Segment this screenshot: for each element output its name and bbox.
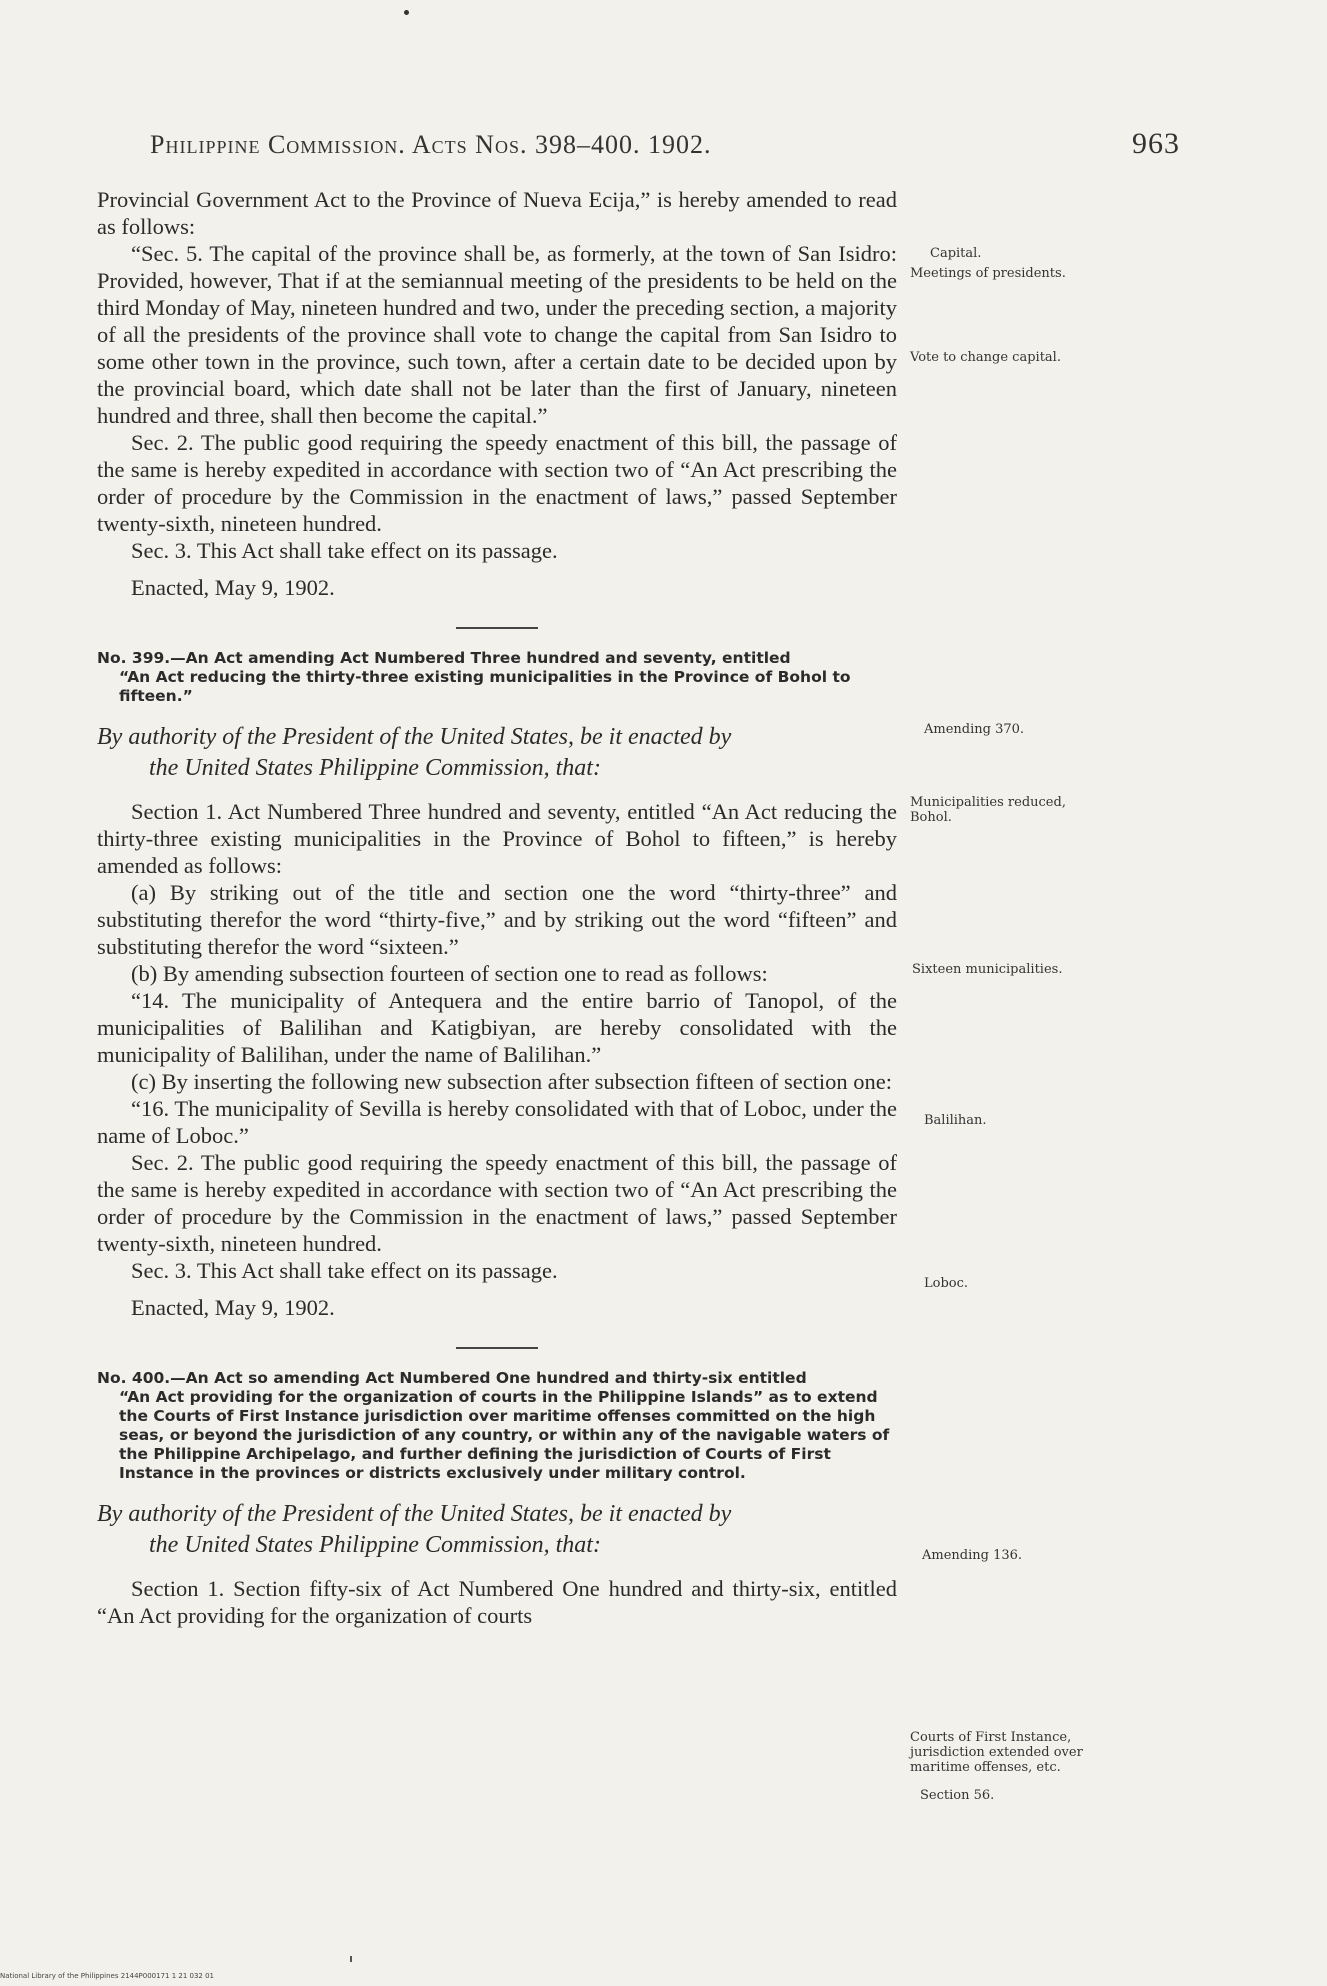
margin-note-loboc: Loboc. xyxy=(924,1276,969,1291)
act399-enacted: Enacted, May 9, 1902. xyxy=(131,1295,335,1320)
act400-title xyxy=(97,1369,897,1483)
margin-note-balilihan: Balilihan. xyxy=(924,1113,987,1128)
act399-authority-line2: the United States Philippine Commission, that: xyxy=(149,755,601,781)
margin-note-amending-370: Amending 370. xyxy=(924,722,1025,737)
act400-enacting-clause xyxy=(97,1499,897,1561)
act400-title-rest: “An Act providing for the organization of courts in the Philippine Islands” as to extend the Courts of First Instance jurisdiction over maritime offenses committed on the high seas, or beyond the jurisdiction of any country, or within any of the navigable waters of the Philippine Archipelago, and further defining the jurisdiction of Courts of First Instance in the provinces or districts exclusively under military control. xyxy=(119,1388,890,1482)
margin-note-municipalities: Municipalities reduced, Bohol. xyxy=(910,795,1066,825)
act399-section1: Section 1. Act Numbered Three hundred and seventy, entitled “An Act reducing the thirty-three existing municipalities in the Province of Bohol to fifteen,” is hereby amended as follows: xyxy=(97,799,897,878)
spacer xyxy=(97,1561,897,1575)
scan-footer: National Library of the Philippines 2144P000171 1 21 032 01 xyxy=(0,1972,215,1980)
act399-subsection-14: “14. The municipality of Antequera and the entire barrio of Tanopol, of the municipalities of Balilihan and Katigbiyan, are hereby consolidated with the municipality of Balilihan, under the name of Balilihan.” xyxy=(97,988,897,1067)
margin-note-vote: Vote to change capital. xyxy=(910,350,1061,365)
act399-authority-line1: By authority of the President of the United States, be it enacted by xyxy=(97,724,732,750)
act398-sec2: Sec. 2. The public good requiring the speedy enactment of this bill, the passage of the same is hereby expedited in accordance with section two of “An Act prescribing the order of procedure by the Commission in the enactment of laws,” passed September twenty-sixth, nineteen hundred. xyxy=(97,430,897,536)
margin-note-courts: Courts of First Instance, jurisdiction extended over maritime offenses, etc. xyxy=(910,1730,1083,1775)
section-divider xyxy=(456,1347,538,1349)
page-number: 963 xyxy=(1132,127,1180,160)
section-divider xyxy=(456,627,538,629)
act399-title-rest: “An Act reducing the thirty-three existing municipalities in the Province of Bohol to fifteen.” xyxy=(119,668,851,705)
margin-note-sixteen: Sixteen municipalities. xyxy=(912,962,1063,977)
ink-mark xyxy=(350,1956,352,1962)
margin-note-amending-136: Amending 136. xyxy=(922,1548,1023,1563)
margin-note-section-56: Section 56. xyxy=(920,1788,995,1803)
ink-speck xyxy=(404,10,409,15)
act399-sec3: Sec. 3. This Act shall take effect on its passage. xyxy=(131,1258,558,1283)
running-header xyxy=(150,127,1180,161)
act399-clause-c: (c) By inserting the following new subsection after subsection fifteen of section one: xyxy=(131,1069,893,1094)
act399-enacting-clause xyxy=(97,722,897,784)
header-title: Philippine Commission. Acts Nos. 398–400. 1902. xyxy=(150,130,712,159)
act399-clause-a: (a) By striking out of the title and section one the word “thirty-three” and substituting therefor the word “thirty-five,” and by striking out the word “fifteen” and substituting therefor the word “sixteen.” xyxy=(97,880,897,959)
act400-section1: Section 1. Section fifty-six of Act Numbered One hundred and thirty-six, entitled “An Act providing for the organization of courts xyxy=(97,1576,897,1628)
act398-sec3: Sec. 3. This Act shall take effect on its passage. xyxy=(131,538,558,563)
main-text xyxy=(97,186,897,1629)
act400-title-line1: No. 400.—An Act so amending Act Numbered One hundred and thirty-six entitled xyxy=(97,1369,807,1387)
act398-sec5: “Sec. 5. The capital of the province shall be, as formerly, at the town of San Isidro: Provided, however, That if at the semiannual meeting of the presidents to be held on the third Monday of May, nineteen hundred and two, under the preceding section, a majority of all the presidents of the province shall vote to change the capital from San Isidro to some other town in the province, such town, after a certain date to be decided upon by the provincial board, which date shall not be later than the first of January, nineteen hundred and three, shall then become the capital.” xyxy=(97,241,897,428)
act399-title-line1: No. 399.—An Act amending Act Numbered Three hundred and seventy, entitled xyxy=(97,649,791,667)
act399-clause-b: (b) By amending subsection fourteen of section one to read as follows: xyxy=(131,961,768,986)
act399-subsection-16: “16. The municipality of Sevilla is hereby consolidated with that of Loboc, under the name of Loboc.” xyxy=(97,1096,897,1148)
act398-enacted: Enacted, May 9, 1902. xyxy=(131,575,335,600)
act399-sec2: Sec. 2. The public good requiring the speedy enactment of this bill, the passage of the same is hereby expedited in accordance with section two of “An Act prescribing the order of procedure by the Commission in the enactment of laws,” passed September twenty-sixth, nineteen hundred. xyxy=(97,1150,897,1256)
act400-authority-line1: By authority of the President of the United States, be it enacted by xyxy=(97,1501,732,1527)
margin-note-capital: Capital. xyxy=(930,246,982,261)
act399-title xyxy=(97,649,897,706)
margin-note-meetings: Meetings of presidents. xyxy=(910,266,1066,281)
act398-para-1: Provincial Government Act to the Province of Nueva Ecija,” is hereby amended to read as follows: xyxy=(97,187,897,239)
act400-authority-line2: the United States Philippine Commission, that: xyxy=(149,1532,601,1558)
spacer xyxy=(97,784,897,798)
